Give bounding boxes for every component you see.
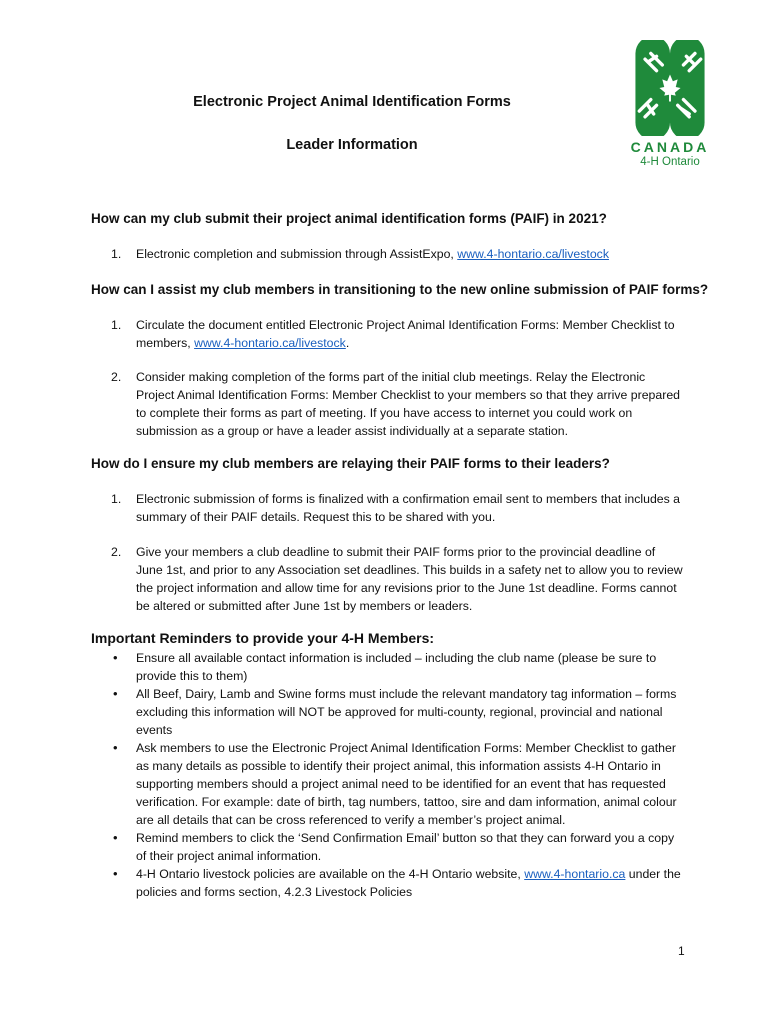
4h-ontario-logo bbox=[620, 40, 720, 168]
item-text: 4-H Ontario livestock policies are available on the 4-H Ontario website, bbox=[136, 867, 525, 881]
reminders-title: Important Reminders to provide your 4-H Members: bbox=[91, 630, 435, 646]
list-item bbox=[111, 829, 683, 865]
item-text: All Beef, Dairy, Lamb and Swine forms must include the relevant mandatory tag information – forms excluding this information will NOT be approved for multi-county, regional, provincial and national events bbox=[136, 687, 677, 737]
livestock-link[interactable]: www.4-hontario.ca/livestock bbox=[194, 336, 346, 350]
page-number: 1 bbox=[678, 944, 685, 958]
item-text: Give your members a club deadline to submit their PAIF forms prior to the provincial deadline of June 1st, and prior to any Association set deadlines. This builds in a safety net to allow you to review the project information and allow time for any revisions prior to the June 1st deadline. Forms cannot be altered or submitted after June 1st by members or leaders. bbox=[136, 545, 683, 613]
item-number: 1. bbox=[111, 318, 122, 332]
question-1: How can my club submit their project animal identification forms (PAIF) in 2021? bbox=[91, 211, 607, 226]
item-text: Electronic completion and submission through AssistExpo, bbox=[136, 247, 458, 261]
item-text-after: under the policies and forms section, 4.2.3 Livestock Policies bbox=[136, 867, 681, 899]
reminders-list bbox=[111, 649, 683, 901]
website-link[interactable]: www.4-hontario.ca bbox=[524, 867, 626, 881]
list-item bbox=[111, 649, 683, 685]
item-text: Ask members to use the Electronic Project Animal Identification Forms: Member Checklist to gather as many details as possible to identify their project animal, this information assists 4-H Ontario in supporting members should a project animal need to be identified for an event that has requested verification. For example: date of birth, tag numbers, tattoo, sire and dam information, animal colour are all details that can be cross referenced to verify a member’s project animal. bbox=[136, 741, 677, 827]
list-item bbox=[111, 543, 683, 615]
question-3: How do I ensure my club members are relaying their PAIF forms to their leaders? bbox=[91, 456, 610, 471]
list-item bbox=[111, 245, 683, 263]
logo-canada-text: CANADA bbox=[630, 139, 710, 155]
list-item bbox=[111, 865, 683, 901]
4h-clover-icon bbox=[622, 40, 718, 136]
document-subtitle: Leader Information bbox=[286, 137, 418, 153]
item-text: Ensure all available contact information is included – including the club name (please be sure to provide this to them) bbox=[136, 651, 657, 683]
list-item bbox=[111, 490, 683, 526]
item-number: 2. bbox=[111, 545, 122, 559]
list-item bbox=[111, 685, 683, 739]
item-number: 2. bbox=[111, 370, 122, 384]
item-number: 1. bbox=[111, 247, 122, 261]
livestock-link[interactable]: www.4-hontario.ca/livestock bbox=[457, 247, 609, 261]
item-text: Consider making completion of the forms part of the initial club meetings. Relay the Electronic Project Animal Identification Forms: Member Checklist to your members so that they arrive prepared to complete their forms as part of meeting. If you have access to internet you could work on submission as a group or have a leader assist individually at a separate station. bbox=[136, 370, 681, 438]
item-text-after: . bbox=[345, 336, 350, 350]
item-text: Electronic submission of forms is finalized with a confirmation email sent to members that includes a summary of their PAIF details. Request this to be shared with you. bbox=[136, 492, 681, 524]
list-item bbox=[111, 368, 683, 440]
question-2: How can I assist my club members in transitioning to the new online submission of PAIF forms? bbox=[91, 282, 709, 297]
list-item bbox=[111, 739, 683, 829]
list-item bbox=[111, 316, 683, 352]
logo-ontario-text: 4-H Ontario bbox=[640, 156, 700, 168]
item-text: Circulate the document entitled Electronic Project Animal Identification Forms: Member Checklist to members, bbox=[136, 318, 675, 350]
item-text: Remind members to click the ‘Send Confirmation Email’ button so that they can forward you a copy of their project animal information. bbox=[136, 831, 675, 863]
document-title: Electronic Project Animal Identification Forms bbox=[193, 94, 511, 110]
item-number: 1. bbox=[111, 492, 122, 506]
